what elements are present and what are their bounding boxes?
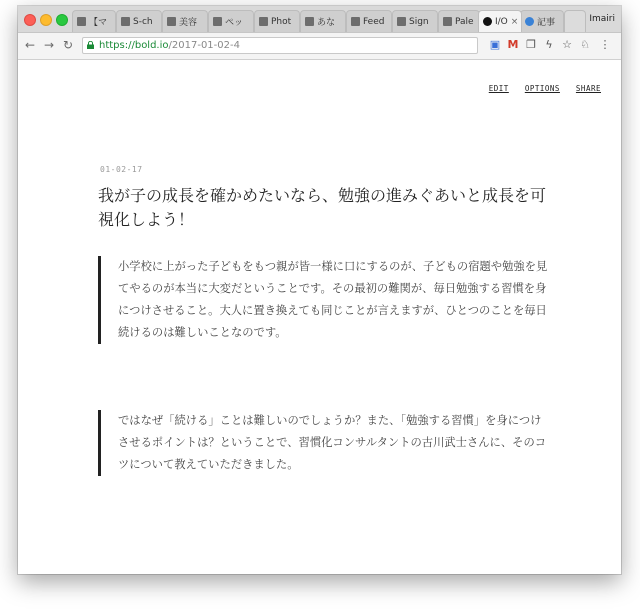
tab-5[interactable] [254,10,300,32]
blockquote-2: ではなぜ「続ける」ことは難しいのでしょうか？また、「勉強する習慣」を身につけさせるポイントは？ということで、習慣化コンサルタントの古川武士さんに、そのコツについて教えていただきました。 [98,410,548,476]
tab-4[interactable] [208,10,254,32]
new-tab-button[interactable] [564,10,586,32]
lock-icon [87,41,94,49]
tab-label: Pale [455,16,474,27]
tab-2[interactable] [116,10,162,32]
tab-strip [18,6,621,33]
star-icon[interactable]: ☆ [562,38,572,51]
tab-label: 美容 [179,18,198,28]
blockquote-1: 小学校に上がった子どもをもつ親が皆一様に口にするのが、子どもの宿題や勉強を見てやるのが本当に大変だということです。その最初の難関が、毎日勉強する習慣を身につけさせること。大人に置き換えても同じことが言えますが、ひとつのことを毎日続けるのは難しいことなのです。 [98,256,548,344]
tab-3[interactable] [162,10,208,32]
folder-icon [121,17,130,26]
share-link[interactable]: SHARE [575,84,601,93]
folder-icon [305,17,314,26]
tab-label: あな [317,18,336,28]
folder-icon [167,17,176,26]
gmail-icon[interactable]: M [507,38,519,51]
tab-label: Sign [409,16,429,27]
post-date: 01-02-17 [100,165,143,174]
url-path: /2017-01-02-4 [168,40,240,51]
browser-toolbar [18,33,621,60]
folder-icon [259,17,268,26]
folder-icon [443,17,452,26]
tab-6[interactable] [300,10,346,32]
lightning-icon[interactable]: ϟ [545,38,553,51]
forward-arrow-icon[interactable]: → [44,38,55,52]
url-origin: https://bold.io [99,40,169,51]
tab-9[interactable] [438,10,480,32]
tab-1[interactable] [72,10,116,32]
tab-active[interactable] [478,10,522,32]
page-content [18,60,621,574]
tab-8[interactable] [392,10,438,32]
folder-icon [213,17,222,26]
folder-icon [397,17,406,26]
tab-label: ペッ [225,18,244,28]
edit-link[interactable]: EDIT [488,84,509,93]
extension-icon[interactable]: ▣ [489,38,501,51]
back-arrow-icon[interactable]: ← [25,38,36,52]
extension-stack-icon[interactable]: ❐ [526,38,536,51]
reload-icon[interactable]: ↻ [63,38,74,52]
tab-close-icon[interactable]: × [510,16,519,27]
folder-icon [77,17,86,26]
menu-dots-icon[interactable]: ⋮ [599,38,611,51]
options-link[interactable]: OPTIONS [524,84,560,93]
browser-window [18,6,621,574]
bunny-icon[interactable]: ♘ [580,38,590,51]
profile-name[interactable]: Imairi [589,14,615,24]
tab-7[interactable] [346,10,392,32]
tab-label: 記事 [537,18,556,28]
top-nav [489,84,601,93]
globe-icon [525,17,534,26]
maximize-window-button[interactable] [56,14,68,26]
tab-label: Feed [363,16,385,27]
io-icon [483,17,492,26]
tab-label: 【マ [89,18,108,28]
tab-11[interactable] [520,10,564,32]
address-bar[interactable] [82,37,478,54]
tab-label: S-ch [133,16,153,27]
folder-icon [351,17,360,26]
minimize-window-button[interactable] [40,14,52,26]
tab-label: Phot [271,16,292,27]
tab-label: I/O [495,16,508,27]
post-title: 我が子の成長を確かめたいなら、勉強の進みぐあいと成長を可視化しよう！ [98,186,547,229]
close-window-button[interactable] [24,14,36,26]
